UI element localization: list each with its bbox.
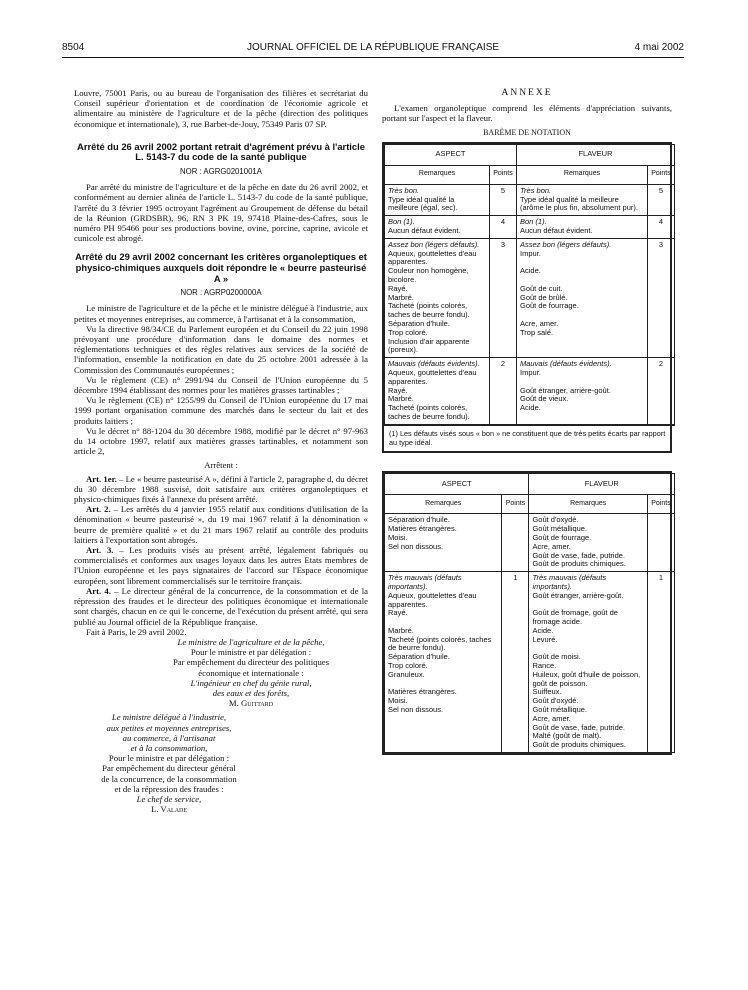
article-label: Art. 1er.: [86, 473, 117, 484]
remark-line: Suiffeux.: [532, 687, 562, 697]
sign2-line: Le chef de service,: [136, 793, 202, 804]
grade-title: Mauvais (défauts évidents).: [520, 359, 612, 369]
table-gap: [382, 453, 672, 471]
arrete1-body: Par arrêté du ministre de l'agriculture et de la pêche en date du 26 avril 2002, et conformément au dernier alinéa de l'article L. 5143-7 du code de la santé publique, l'arrêté du 3 février 1995 octroyant l'agrément au Groupement de défense du bétail de la Réunion (GRDSBR), 96, RN 3 PK 19, 97418 Plaine-des-Cafres, sous le numéro PH 95466 pour ses productions bovine, ovine, porcine, caprine, avicole et cunicole est abrogé.: [74, 182, 368, 244]
article-2: [74, 504, 368, 545]
remark-line: Goût de produits chimiques.: [532, 740, 626, 750]
remark-line: Aucun défaut évident.: [520, 226, 593, 235]
arrete2-para: Vu le décret n° 88-1204 du 30 décembre 1988, modifié par le décret n° 97-963 du 14 octobre 1997, relatif aux matières grasses tartinables, et notamment son article 2,: [74, 425, 368, 457]
remark-line: 4: [500, 217, 506, 227]
arrete1-title: Arrêté du 26 avril 2002 portant retrait d'agrément prévu à l'article L. 5143-7 du code de la santé publique: [77, 140, 365, 163]
aspect-remarks: [385, 238, 490, 357]
aspect-points: [490, 238, 517, 357]
grade-title: Bon (1).: [520, 217, 547, 227]
points-header: Points: [502, 495, 529, 514]
flaveur-remarks: [529, 572, 648, 753]
flaveur-remarks: [517, 184, 648, 215]
flaveur-points: [648, 358, 675, 425]
grade-title: Très bon.: [388, 185, 420, 195]
arrete2-para: Vu le règlement (CE) n° 1255/99 du Conseil de l'Union européenne du 17 mai 1999 portant organisation commune des marchés dans le secteur du lait et des produits laitiers ;: [74, 395, 368, 426]
arrete2-para: Le ministre de l'agriculture et de la pêche et le ministre délégué à l'industrie, aux petites et moyennes entreprises, au commerce, à l'artisanat et à la consommation,: [74, 303, 368, 324]
table-footnote: (1) Les défauts visés sous « bon » ne constituent que de très petits écarts par rapport au type idéal.: [384, 425, 675, 452]
intro-paragraph: Louvre, 75001 Paris, ou au bureau de l'organisation des filières et secrétariat du Conseil supérieur d'orientation et de coordination de l'économie agricole et alimentaire au ministère de l'agriculture et de la pêche (direction des politiques économique et internationale), 3, rue Barbet-de-Jouy, 75349 Paris 07 SP.: [74, 88, 368, 129]
notation-table-2: [384, 473, 675, 753]
aspect-header: ASPECT: [385, 474, 529, 495]
aspect-points: [502, 572, 529, 753]
sign1-line: des eaux et des forêts,: [212, 687, 290, 698]
notation-table-1: [384, 144, 675, 425]
sign2-line: au commerce, à l'artisanat: [122, 732, 216, 743]
remark-line: Goût de cuit.: [520, 283, 563, 293]
issue-date: 4 mai 2002: [634, 42, 684, 53]
remark-line: 5: [500, 185, 506, 195]
aspect-remarks: [385, 572, 502, 753]
remark-line: Séparation d'huile.: [388, 318, 450, 328]
flaveur-remarks: [517, 216, 648, 239]
points-header: Points: [490, 165, 517, 184]
remark-line: [651, 516, 671, 525]
header-rule: [62, 57, 684, 58]
remark-line: Séparation d'huile.: [388, 652, 450, 662]
aspect-remarks: [385, 216, 490, 239]
article-3: [74, 545, 368, 586]
fait-line: Fait à Paris, le 29 avril 2002.: [86, 626, 187, 637]
remark-line: 1: [513, 573, 518, 583]
remark-line: Matières étrangères.: [388, 687, 457, 697]
bareme-title: BARÈME DE NOTATION: [483, 127, 571, 137]
aspect-remarks: [385, 358, 490, 425]
aspect-points: [490, 216, 517, 239]
remark-line: Marbré.: [388, 292, 414, 302]
remark-line: Malté (goût de malt).: [532, 731, 602, 741]
table-row: [385, 184, 675, 215]
article-label: Art. 2.: [86, 504, 111, 515]
remark-line: Goût de vase, fade, putride.: [532, 722, 626, 732]
remark-line: Goût de produits chimiques.: [532, 559, 626, 569]
annexe-title: ANNEXE: [501, 88, 553, 98]
remark-line: Acide.: [532, 625, 554, 635]
remark-line: Goût de vase, fade, putride.: [532, 550, 626, 560]
table-row: [385, 572, 675, 753]
remark-line: Moisi.: [388, 696, 408, 706]
sign1-line: Pour le ministre et par délégation :: [190, 647, 312, 658]
remark-line: Marbré.: [388, 625, 414, 635]
remark-line: 4: [658, 217, 664, 227]
remark-line: 2: [658, 359, 664, 369]
remark-line: Moisi.: [388, 532, 408, 542]
remarques-header: Remarques: [385, 495, 502, 514]
remark-line: Goût d'oxydé.: [532, 696, 579, 706]
table-row: [385, 514, 675, 572]
remark-line: 3: [658, 239, 664, 249]
aspect-remarks: [385, 514, 502, 572]
aspect-points: [490, 358, 517, 425]
arrete2-nor: NOR : AGRP0200000A: [180, 288, 262, 298]
article-label: Art. 3.: [86, 545, 114, 556]
remark-line: Levuré.: [532, 634, 558, 644]
remark-line: Rayé.: [388, 385, 408, 395]
grade-title: Très mauvais (défauts importants).: [388, 573, 462, 591]
signature-block-2: [74, 712, 264, 814]
sign1-line: économique et internationale :: [198, 667, 304, 678]
grade-title: Très bon.: [520, 185, 552, 195]
remark-line: Tacheté (points colorés, taches de beurre fondu).: [388, 403, 470, 421]
remark-line: Goût de fourrage.: [532, 532, 592, 542]
arrete1-nor: NOR : AGRG0201001A: [180, 167, 262, 176]
remark-line: Goût d'oxydé.: [532, 515, 579, 525]
sign2-line: aux petites et moyennes entreprises,: [106, 722, 232, 733]
remark-line: Goût de moisi.: [532, 652, 581, 662]
remark-line: Goût étranger, arrière-goût.: [520, 385, 611, 395]
remark-line: Goût métallique.: [532, 705, 588, 715]
sign2-signatory: L. Valade: [150, 804, 188, 815]
article-text: – Le « beurre pasteurisé A », défini à l'article 2, paragraphe d, du décret du 30 décembre 1988 susvisé, doit satisfaire aux critères organoleptiques et physico-chimiques fixés à l'annexe du présent arrêté.: [74, 473, 368, 505]
article-text: – Les arrêtés du 4 janvier 1955 relatif aux conditions d'utilisation de la dénomination « beurre pasteurisé », du 19 mai 1967 relatif à la dénomination « beurre de première qualité » et du 21 mars 1967 relatif au contrôle des produits laitiers à l'exportation sont abrogés.: [74, 504, 368, 545]
flaveur-remarks: [517, 238, 648, 357]
aspect-remarks: [385, 184, 490, 215]
flaveur-points: [648, 514, 675, 572]
sign2-line: et à la consommation,: [130, 742, 208, 753]
points-header: Points: [648, 495, 675, 514]
remark-line: Acide.: [520, 266, 541, 276]
sign2-line: de la concurrence, de la consommation: [101, 773, 237, 784]
remark-line: Acre, amer.: [532, 541, 571, 551]
article-1: [74, 474, 368, 505]
article-label: Art. 4.: [86, 585, 111, 596]
flaveur-points: [648, 572, 675, 753]
journal-title: JOURNAL OFFICIEL DE LA RÉPUBLIQUE FRANÇAISE: [246, 42, 500, 53]
sign2-line: Par empêchement du directeur général: [102, 763, 236, 774]
remark-line: Impur.: [520, 248, 541, 258]
aspect-points: [502, 514, 529, 572]
remark-line: Goût de vieux.: [520, 394, 569, 404]
remark-line: 2: [500, 359, 506, 369]
table-row: [385, 216, 675, 239]
remark-line: Type idéal qualité la meilleure (égal, sec).: [388, 194, 458, 213]
remark-line: Impur.: [520, 367, 541, 377]
sign2-line: Pour le ministre et par délégation :: [108, 753, 230, 764]
remark-line: [505, 516, 525, 525]
remark-line: Granuleux.: [388, 669, 425, 679]
remark-line: Rayé.: [388, 608, 408, 618]
remark-line: Goût de brûlé.: [520, 292, 568, 302]
sign1-line: Par empêchement du directeur des politiques: [172, 657, 330, 668]
flaveur-remarks: [529, 514, 648, 572]
flaveur-points: [648, 238, 675, 357]
arrete2-para: Vu le règlement (CE) n° 2991/94 du Conseil de l'Union européenne du 5 décembre 1994 établissant des normes pour les matières grasses tartinables ;: [74, 374, 368, 396]
remark-line: 5: [658, 185, 664, 195]
grade-title: Très mauvais (défauts importants).: [532, 573, 607, 591]
remarques-header: Remarques: [385, 165, 490, 184]
flaveur-header: FLAVEUR: [529, 474, 675, 495]
aspect-points: [490, 184, 517, 215]
notation-table-2-frame: [382, 471, 672, 755]
remark-line: Aqueux, gouttelettes d'eau apparentes.: [388, 367, 477, 386]
grade-title: Bon (1).: [388, 217, 415, 227]
remark-line: Huileux, goût d'huile de poisson, goût de poisson.: [532, 669, 641, 688]
grade-title: Mauvais (défauts évidents).: [388, 359, 480, 369]
remark-line: 1: [658, 573, 664, 583]
sign1-line: Le ministre de l'agriculture et de la pêche,: [177, 636, 325, 647]
page-header: [62, 42, 684, 56]
remark-line: Couleur non homogène, bicolore.: [388, 266, 469, 284]
sign1-signatory: M. Guittard: [228, 698, 274, 709]
article-4: [74, 586, 368, 627]
signature-block-1: [134, 637, 368, 708]
grade-title: Assez bon (légers défauts).: [388, 239, 480, 249]
remark-line: Aqueux, gouttelettes d'eau apparentes.: [388, 248, 477, 267]
right-column: [382, 88, 672, 755]
arretent-heading: Arrêtent :: [204, 460, 238, 471]
remarques-header: Remarques: [517, 165, 648, 184]
flaveur-remarks: [517, 358, 648, 425]
flaveur-header: FLAVEUR: [517, 144, 675, 165]
remark-line: Marbré.: [388, 394, 414, 404]
remark-line: Goût métallique.: [532, 524, 588, 534]
remark-line: Goût de fromage, goût de fromage acide.: [532, 608, 618, 627]
table-row: [385, 238, 675, 357]
remarques-header: Remarques: [529, 495, 648, 514]
page-number: 8504: [62, 42, 85, 53]
remark-line: Acre, amer.: [520, 318, 559, 328]
remark-line: Trop coloré.: [388, 327, 428, 337]
article-text: – Les produits visés au présent arrêté, légalement fabriqués ou commercialisés et conformes aux usages loyaux dans les autres Etats membres de l'Union européenne et les pays signataires de l'accord sur l'Espace économique européen, sont librement commercialisés sur le territoire français.: [74, 545, 368, 586]
remark-line: Acre, amer.: [532, 713, 571, 723]
remark-line: Goût de fourrage.: [520, 301, 579, 311]
remark-line: Matières étrangères.: [388, 524, 457, 534]
sign1-line: L'ingénieur en chef du génie rural,: [190, 677, 312, 688]
article-text: – Le directeur général de la concurrence, de la consommation et de la répression des fraudes et le directeur des politiques économique et internationale sont chargés, chacun en ce qui le concerne, de l'exécution du présent arrêté, qui sera publié au Journal officiel de la République française.: [74, 585, 368, 627]
remark-line: Tacheté (points colorés, taches de beurre fondu).: [388, 634, 492, 653]
remark-line: Sel non dissous.: [388, 541, 444, 551]
annexe-intro: L'examen organoleptique comprend les éléments d'appréciation suivants, portant sur l'aspect et la flaveur.: [382, 103, 672, 124]
remark-line: Acide.: [520, 403, 541, 413]
grade-title: Assez bon (légers défauts).: [520, 239, 612, 249]
remark-line: Aqueux, gouttelettes d'eau apparentes.: [388, 590, 477, 609]
table-row: [385, 358, 675, 425]
remark-line: Séparation d'huile.: [388, 515, 450, 525]
flaveur-points: [648, 216, 675, 239]
remark-line: Rayé.: [388, 283, 408, 293]
remark-line: Inclusion d'air apparente (poreux).: [388, 336, 470, 355]
remark-line: Sel non dissous.: [388, 705, 444, 715]
remark-line: Tacheté (points colorés, taches de beurre fondu).: [388, 301, 470, 320]
aspect-header: ASPECT: [385, 144, 517, 165]
remark-line: Aucun défaut évident.: [388, 226, 461, 235]
points-header: Points: [648, 165, 675, 184]
remark-line: Trop salé.: [520, 327, 554, 337]
remark-line: Type idéal qualité la meilleure (arôme le plus fin, absolument pur).: [520, 194, 638, 213]
remark-line: Rance.: [532, 661, 557, 671]
arrete2-title: Arrêté du 29 avril 2002 concernant les critères organoleptiques et physico-chimiques auxquels doit répondre le « beurre pasteurisé A »: [75, 251, 367, 284]
sign2-line: et de la répression des fraudes :: [114, 783, 224, 794]
remark-line: Trop coloré.: [388, 661, 428, 671]
arrete2-para: Vu la directive 98/34/CE du Parlement européen et du Conseil du 22 juin 1998 prévoyant une procédure d'information dans le domaine des normes et réglementations techniques et des règles relatives aux services de la société de l'information, ensemble la notification en date du 25 octobre 2001 adressée à la Commission des Communautés européennes ;: [74, 323, 368, 375]
left-column: [74, 88, 368, 814]
flaveur-points: [648, 184, 675, 215]
remark-line: 3: [500, 239, 506, 249]
notation-table-1-frame: [382, 142, 672, 454]
sign2-line: Le ministre délégué à l'industrie,: [111, 712, 227, 723]
remark-line: Goût étranger, arrière-goût.: [532, 590, 624, 600]
